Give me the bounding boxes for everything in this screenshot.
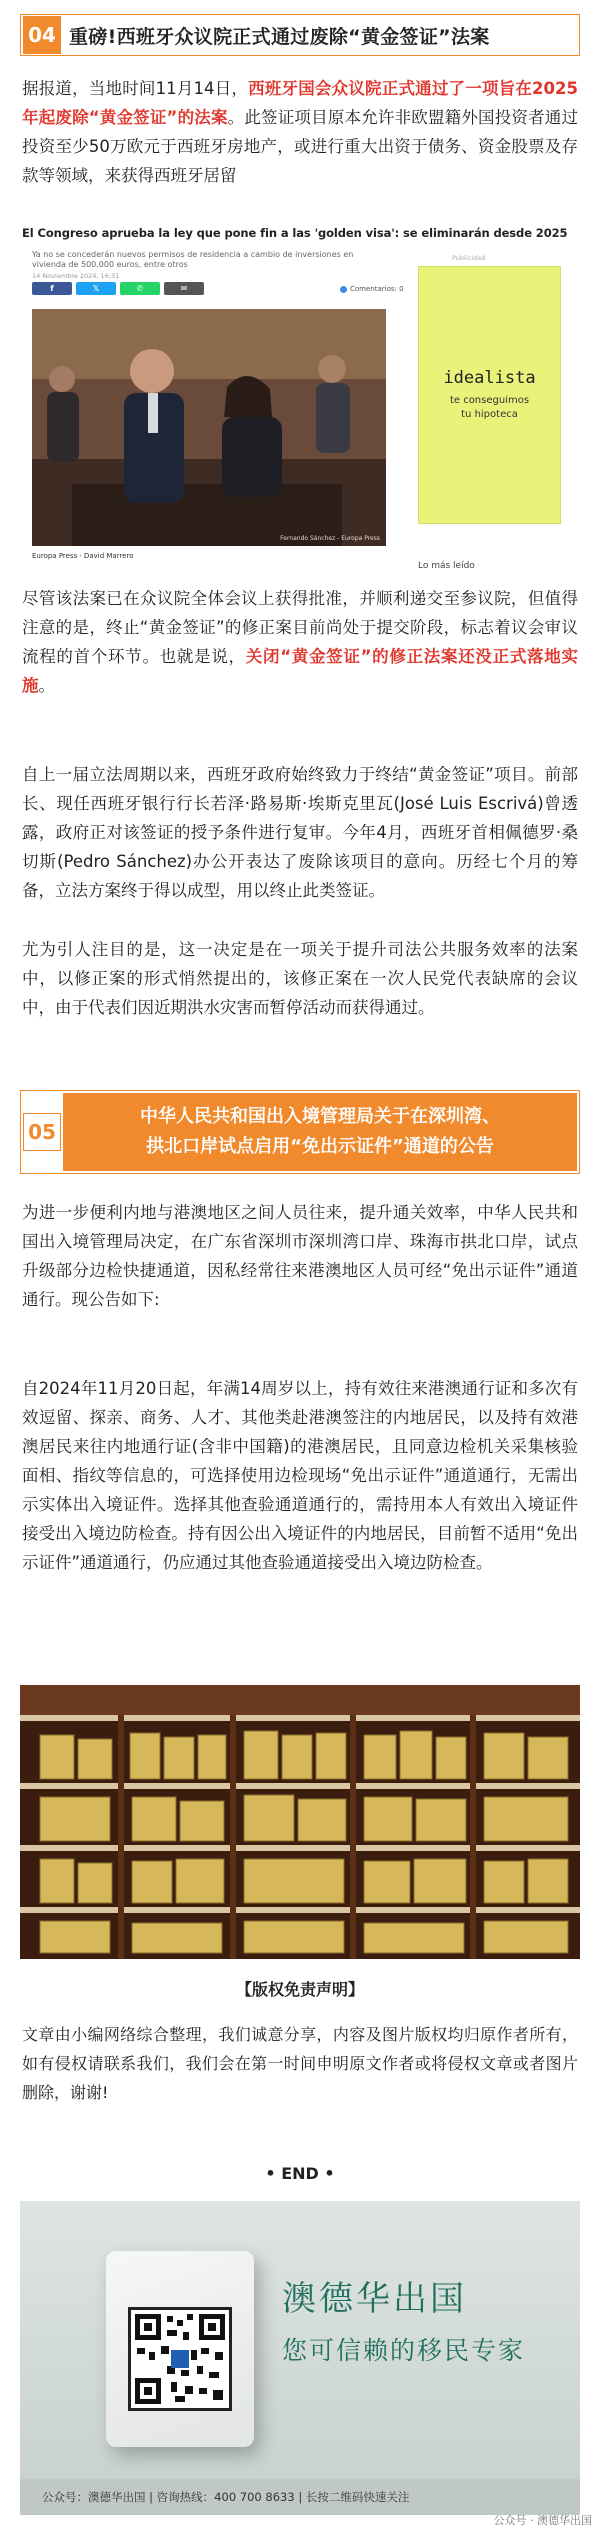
ad-logo: idealista	[443, 368, 536, 388]
article-subheading: Ya no se concederán nuevos permisos de residencia a cambio de inversiones en vivienda de 500.000 euros, entre otros	[32, 250, 354, 269]
copyright-heading: 【版权免责声明】	[235, 1980, 364, 1999]
advertising-label: Publicidad	[452, 254, 486, 262]
section-05-number: 05	[23, 1113, 61, 1151]
section-04-paragraph-4: 尤为引人注目的是，这一决定是在一项关于提升司法公共服务效率的法案中，以修正案的形式悄然提出的，该修正案在一次人民党代表缺席的会议中，由于代表们因近期洪水灾害而暂停活动而获得通过。	[22, 940, 578, 1017]
section-05-paragraph-1: 为进一步便利内地与港澳地区之间人员往来，提升通关效率，中华人民共和国出入境管理局决定，在广东省深圳市深圳湾口岸、珠海市拱北口岸，试点升级部分边检快捷通道，因私经常往来港澳地区人员可经“免出示证件”通道通行。现公告如下:	[22, 1203, 578, 1309]
parliament-photo-illustration	[32, 309, 386, 546]
section-04-title: 重磅!西班牙众议院正式通过废除“黄金签证”法案	[69, 25, 490, 48]
end-marker: • END •	[265, 2164, 335, 2183]
shelf-illustration	[20, 1685, 580, 1959]
qr-code[interactable]	[128, 2307, 232, 2411]
mail-icon[interactable]: ✉	[164, 282, 204, 295]
idealista-ad[interactable]	[418, 266, 561, 524]
company-banner	[20, 2201, 580, 2515]
banner-footer: 公众号：澳德华出国 | 咨询热线：400 700 8633 | 长按二维码快速关注	[20, 2479, 580, 2515]
copyright-text: 文章由小编网络综合整理，我们诚意分享，内容及图片版权均归原作者所有，如有侵权请联系我们，我们会在第一时间申明原文作者或将侵权文章或者图片删除，谢谢!	[22, 2025, 578, 2102]
section-05-paragraph-2: 自2024年11月20日起，年满14周岁以上，持有效往来港澳通行证和多次有效逗留、探亲、商务、人才、其他类赴港澳签注的内地居民，以及持有效港澳居民来往内地通行证(含非中国籍)的港澳居民，且同意边检机关采集核验面相、指纹等信息的，可选择使用边检现场“免出示证件”通道通行，无需出示实体出入境证件。选择其他查验通道通行的，需持用本人有效出入境证件接受出入境边防检查。持有因公出入境证件的内地居民，目前暂不适用“免出示证件”通道通行，仍应通过其他查验通道接受出入境边防检查。	[22, 1379, 578, 1572]
whatsapp-icon[interactable]: ✆	[120, 282, 160, 295]
comments-link[interactable]: Comentarios: 0	[340, 285, 404, 293]
article-author: Europa Press · David Marrero	[32, 552, 134, 560]
most-read-heading: Lo más leído	[418, 561, 475, 571]
article-photo	[32, 309, 386, 546]
section-05-title: 中华人民共和国出入境管理局关于在深圳湾、 拱北口岸试点启用“免出示证件”通道的公告	[63, 1093, 577, 1171]
facebook-icon[interactable]: f	[32, 282, 72, 295]
photo-caption: Fernando Sánchez - Europa Press	[280, 535, 380, 542]
section-05-header	[20, 1090, 580, 1174]
section-04-paragraph-3: 自上一届立法周期以来，西班牙政府始终致力于终结“黄金签证”项目。前部长、现任西班牙银行行长若泽·路易斯·埃斯克里瓦(José Luis Escrivá)曾透露，政府正对该签证的授予条件进行复审。今年4月，西班牙首相佩德罗·桑切斯(Pedro Sánchez)办公开表达了废除该项目的意向。历经七个月的筹备，立法方案终于得以成型，用以终止此类签证。	[22, 765, 578, 900]
section-04-number: 04	[23, 16, 61, 54]
banner-subtitle: 您可信赖的移民专家	[282, 2336, 526, 2365]
news-article-screenshot	[22, 226, 578, 576]
section-04-paragraph-1: 据报道，当地时间11月14日，西班牙国会众议院正式通过了一项旨在2025年起废除“黄金签证”的法案。此签证项目原本允许非欧盟籍外国投资者通过投资至少50万欧元于西班牙房地产，或进行重大出资于债务、资金股票及存款等领域，来获得西班牙居留	[22, 79, 578, 185]
twitter-icon[interactable]: 𝕏	[76, 282, 116, 295]
highlight-text: 西班牙国会众议院正式通过了一项旨在2025年起废除“黄金签证”的法案	[22, 79, 578, 127]
article-headline: El Congreso aprueba la ley que pone fin a las 'golden visa': se eliminarán desde 2025	[22, 226, 568, 240]
article-date: 14 Noviembre 2024, 16:31	[32, 272, 120, 280]
certificates-shelf-photo	[20, 1685, 580, 1959]
qr-code-icon	[131, 2310, 229, 2408]
section-04-paragraph-2: 尽管该法案已在众议院全体会议上获得批准，并顺利递交至参议院，但值得注意的是，终止“黄金签证”的修正案目前尚处于提交阶段，标志着议会审议流程的首个环节。也就是说，关闭“黄金签证”的修正法案还没正式落地实施。	[22, 589, 578, 695]
ad-tagline: te conseguimos tu hipoteca	[449, 395, 530, 420]
share-buttons	[32, 282, 204, 295]
comment-icon	[340, 286, 347, 293]
section-04-header	[20, 14, 580, 56]
watermark: 公众号 · 澳德华出国	[493, 2514, 592, 2527]
banner-title: 澳德华出国	[282, 2279, 467, 2319]
highlight-text: 关闭“黄金签证”的修正法案还没正式落地实施	[22, 647, 578, 695]
